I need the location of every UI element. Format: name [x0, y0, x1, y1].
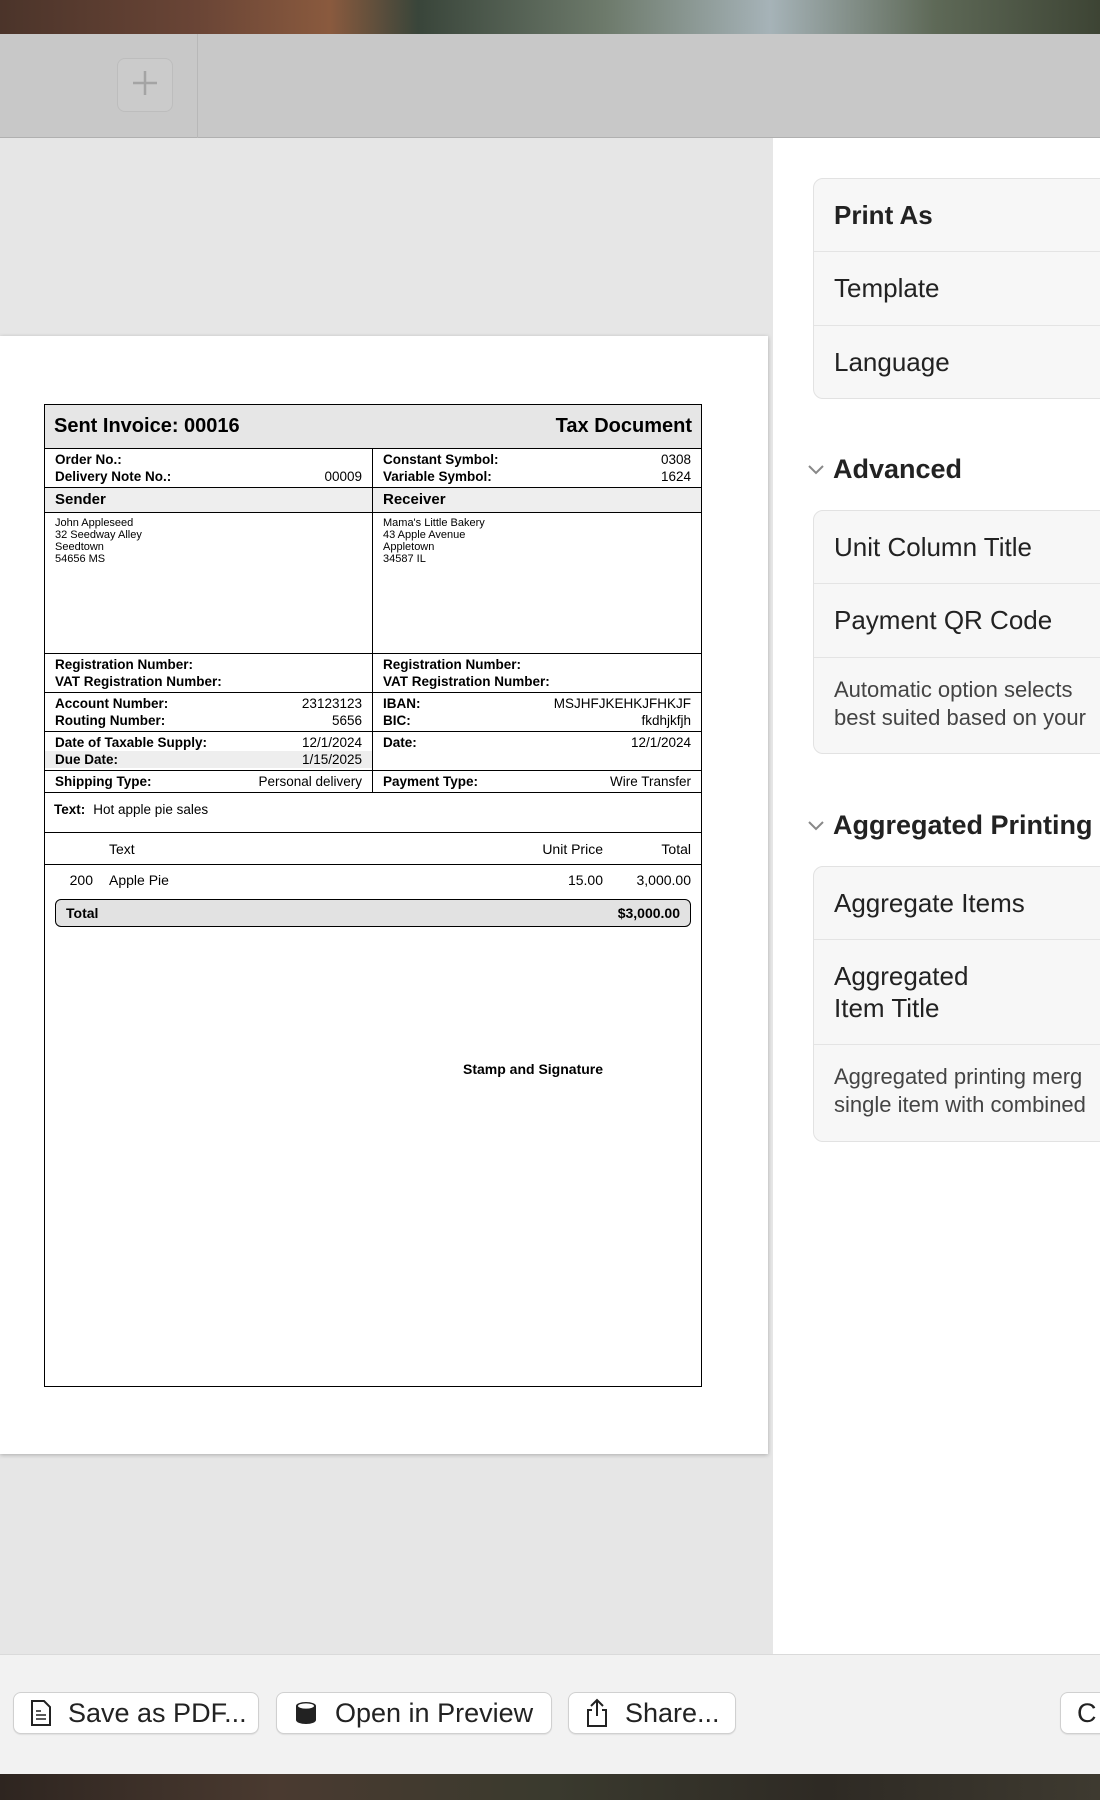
invoice-title: Sent Invoice: 00016: [54, 415, 240, 437]
table-row: [45, 865, 701, 895]
column-text: Text: [109, 840, 135, 857]
aggregated-options-group: [813, 866, 1100, 1142]
option-language[interactable]: Language: [834, 346, 950, 377]
aggregated-note: Aggregated printing merg single item with combined: [834, 1064, 1086, 1117]
print-options-sidebar: [773, 138, 1100, 1654]
receiver-address: Mama's Little Bakery 43 Apple Avenue Appletown 34587 IL: [383, 517, 485, 565]
save-as-pdf-button[interactable]: [13, 1692, 259, 1734]
pdf-document-icon: [30, 1699, 52, 1727]
share-icon: [585, 1698, 609, 1728]
constant-symbol-value: 0308: [660, 452, 691, 467]
aggregated-section-toggle[interactable]: [807, 810, 1093, 841]
column-unit-price: Unit Price: [542, 840, 603, 857]
parties-header-row: [45, 488, 701, 513]
open-in-preview-button[interactable]: [276, 1692, 552, 1734]
desktop-wallpaper-bottom: [0, 1774, 1100, 1800]
receiver-label: Receiver: [373, 488, 701, 512]
variable-symbol-value: 1624: [660, 469, 691, 484]
sender-label: Sender: [45, 488, 373, 512]
order-no-label: Order No.:: [55, 452, 122, 467]
add-tab-button[interactable]: [117, 58, 173, 112]
date-value: 12/1/2024: [630, 735, 691, 750]
option-template[interactable]: Template: [814, 252, 1100, 326]
advanced-section-title: Advanced: [833, 454, 963, 484]
dates-row: [45, 732, 701, 771]
text-value: Hot apple pie sales: [93, 802, 209, 817]
delivery-note-value: 00009: [324, 469, 362, 484]
shipping-type-label: Shipping Type:: [55, 774, 152, 789]
share-label: Share...: [625, 1697, 720, 1728]
chevron-down-icon: [807, 820, 833, 832]
toolbar-divider: [197, 34, 198, 138]
variable-symbol-label: Variable Symbol:: [383, 469, 492, 484]
invoice-total-box: [55, 899, 691, 927]
option-print-as[interactable]: Print As: [814, 179, 1100, 252]
open-in-preview-label: Open in Preview: [335, 1697, 534, 1728]
iban-value: MSJHFJKEHKJFHKJF: [553, 696, 691, 711]
stamp-signature-label: Stamp and Signature: [463, 1061, 604, 1077]
text-label: Text:: [54, 802, 86, 817]
receiver-vat-label: VAT Registration Number:: [383, 674, 550, 689]
general-options-group: [813, 178, 1100, 399]
advanced-options-group: [813, 510, 1100, 754]
invoice-text-row: [45, 793, 701, 833]
plus-icon: [130, 68, 160, 103]
bic-label: BIC:: [383, 713, 411, 728]
option-payment-qr-code[interactable]: Payment QR Code: [814, 584, 1100, 658]
addresses-row: [45, 513, 701, 654]
share-button[interactable]: [568, 1692, 736, 1734]
option-aggregate-items[interactable]: Aggregate Items: [814, 867, 1100, 940]
invoice-doc-type: Tax Document: [555, 415, 692, 437]
constant-symbol-label: Constant Symbol:: [383, 452, 499, 467]
delivery-note-label: Delivery Note No.:: [55, 469, 172, 484]
preview-app-icon: [293, 1700, 319, 1726]
routing-number-label: Routing Number:: [55, 713, 166, 728]
column-total: Total: [661, 840, 691, 857]
total-label: Total: [66, 905, 99, 921]
cancel-button[interactable]: [1060, 1692, 1100, 1734]
account-number-label: Account Number:: [55, 696, 169, 711]
aggregated-section-title: Aggregated Printing: [833, 810, 1093, 840]
sender-vat-label: VAT Registration Number:: [55, 674, 222, 689]
taxable-supply-label: Date of Taxable Supply:: [55, 735, 208, 750]
advanced-note: Automatic option selects best suited based on your: [834, 677, 1086, 730]
payment-type-value: Wire Transfer: [609, 774, 691, 789]
shipping-type-value: Personal delivery: [258, 774, 362, 789]
item-unit-price: 15.00: [567, 872, 603, 888]
chevron-down-icon: [807, 464, 833, 476]
bank-row: [45, 693, 701, 732]
items-header: [45, 833, 701, 865]
cancel-label: C: [1077, 1697, 1097, 1728]
shipping-row: [45, 771, 701, 793]
sender-reg-number-label: Registration Number:: [55, 657, 194, 672]
routing-number-value: 5656: [331, 713, 362, 728]
registration-row: [45, 654, 701, 693]
advanced-section-toggle[interactable]: [807, 454, 962, 485]
sender-address: John Appleseed 32 Seedway Alley Seedtown 54656 MS: [45, 513, 373, 653]
due-date-value: 1/15/2025: [301, 752, 362, 767]
total-value: $3,000.00: [617, 905, 680, 921]
iban-label: IBAN:: [383, 696, 421, 711]
item-total: 3,000.00: [636, 872, 691, 888]
order-row: [45, 449, 701, 488]
payment-type-label: Payment Type:: [383, 774, 479, 789]
receiver-reg-number-label: Registration Number:: [383, 657, 522, 672]
option-aggregated-item-title[interactable]: Aggregated Item Title: [814, 940, 1100, 1045]
desktop-wallpaper-top: [0, 0, 1100, 34]
invoice-header: [45, 405, 701, 449]
invoice-document: [44, 404, 702, 1387]
account-number-value: 23123123: [301, 696, 362, 711]
option-unit-column-title[interactable]: Unit Column Title: [814, 511, 1100, 584]
taxable-supply-value: 12/1/2024: [301, 735, 362, 750]
due-date-label: Due Date:: [55, 752, 119, 767]
date-label: Date:: [383, 735, 417, 750]
bic-value: fkdhjkfjh: [641, 713, 691, 728]
save-as-pdf-label: Save as PDF...: [68, 1697, 247, 1728]
item-text: Apple Pie: [109, 872, 169, 888]
item-qty: 200: [69, 872, 93, 888]
